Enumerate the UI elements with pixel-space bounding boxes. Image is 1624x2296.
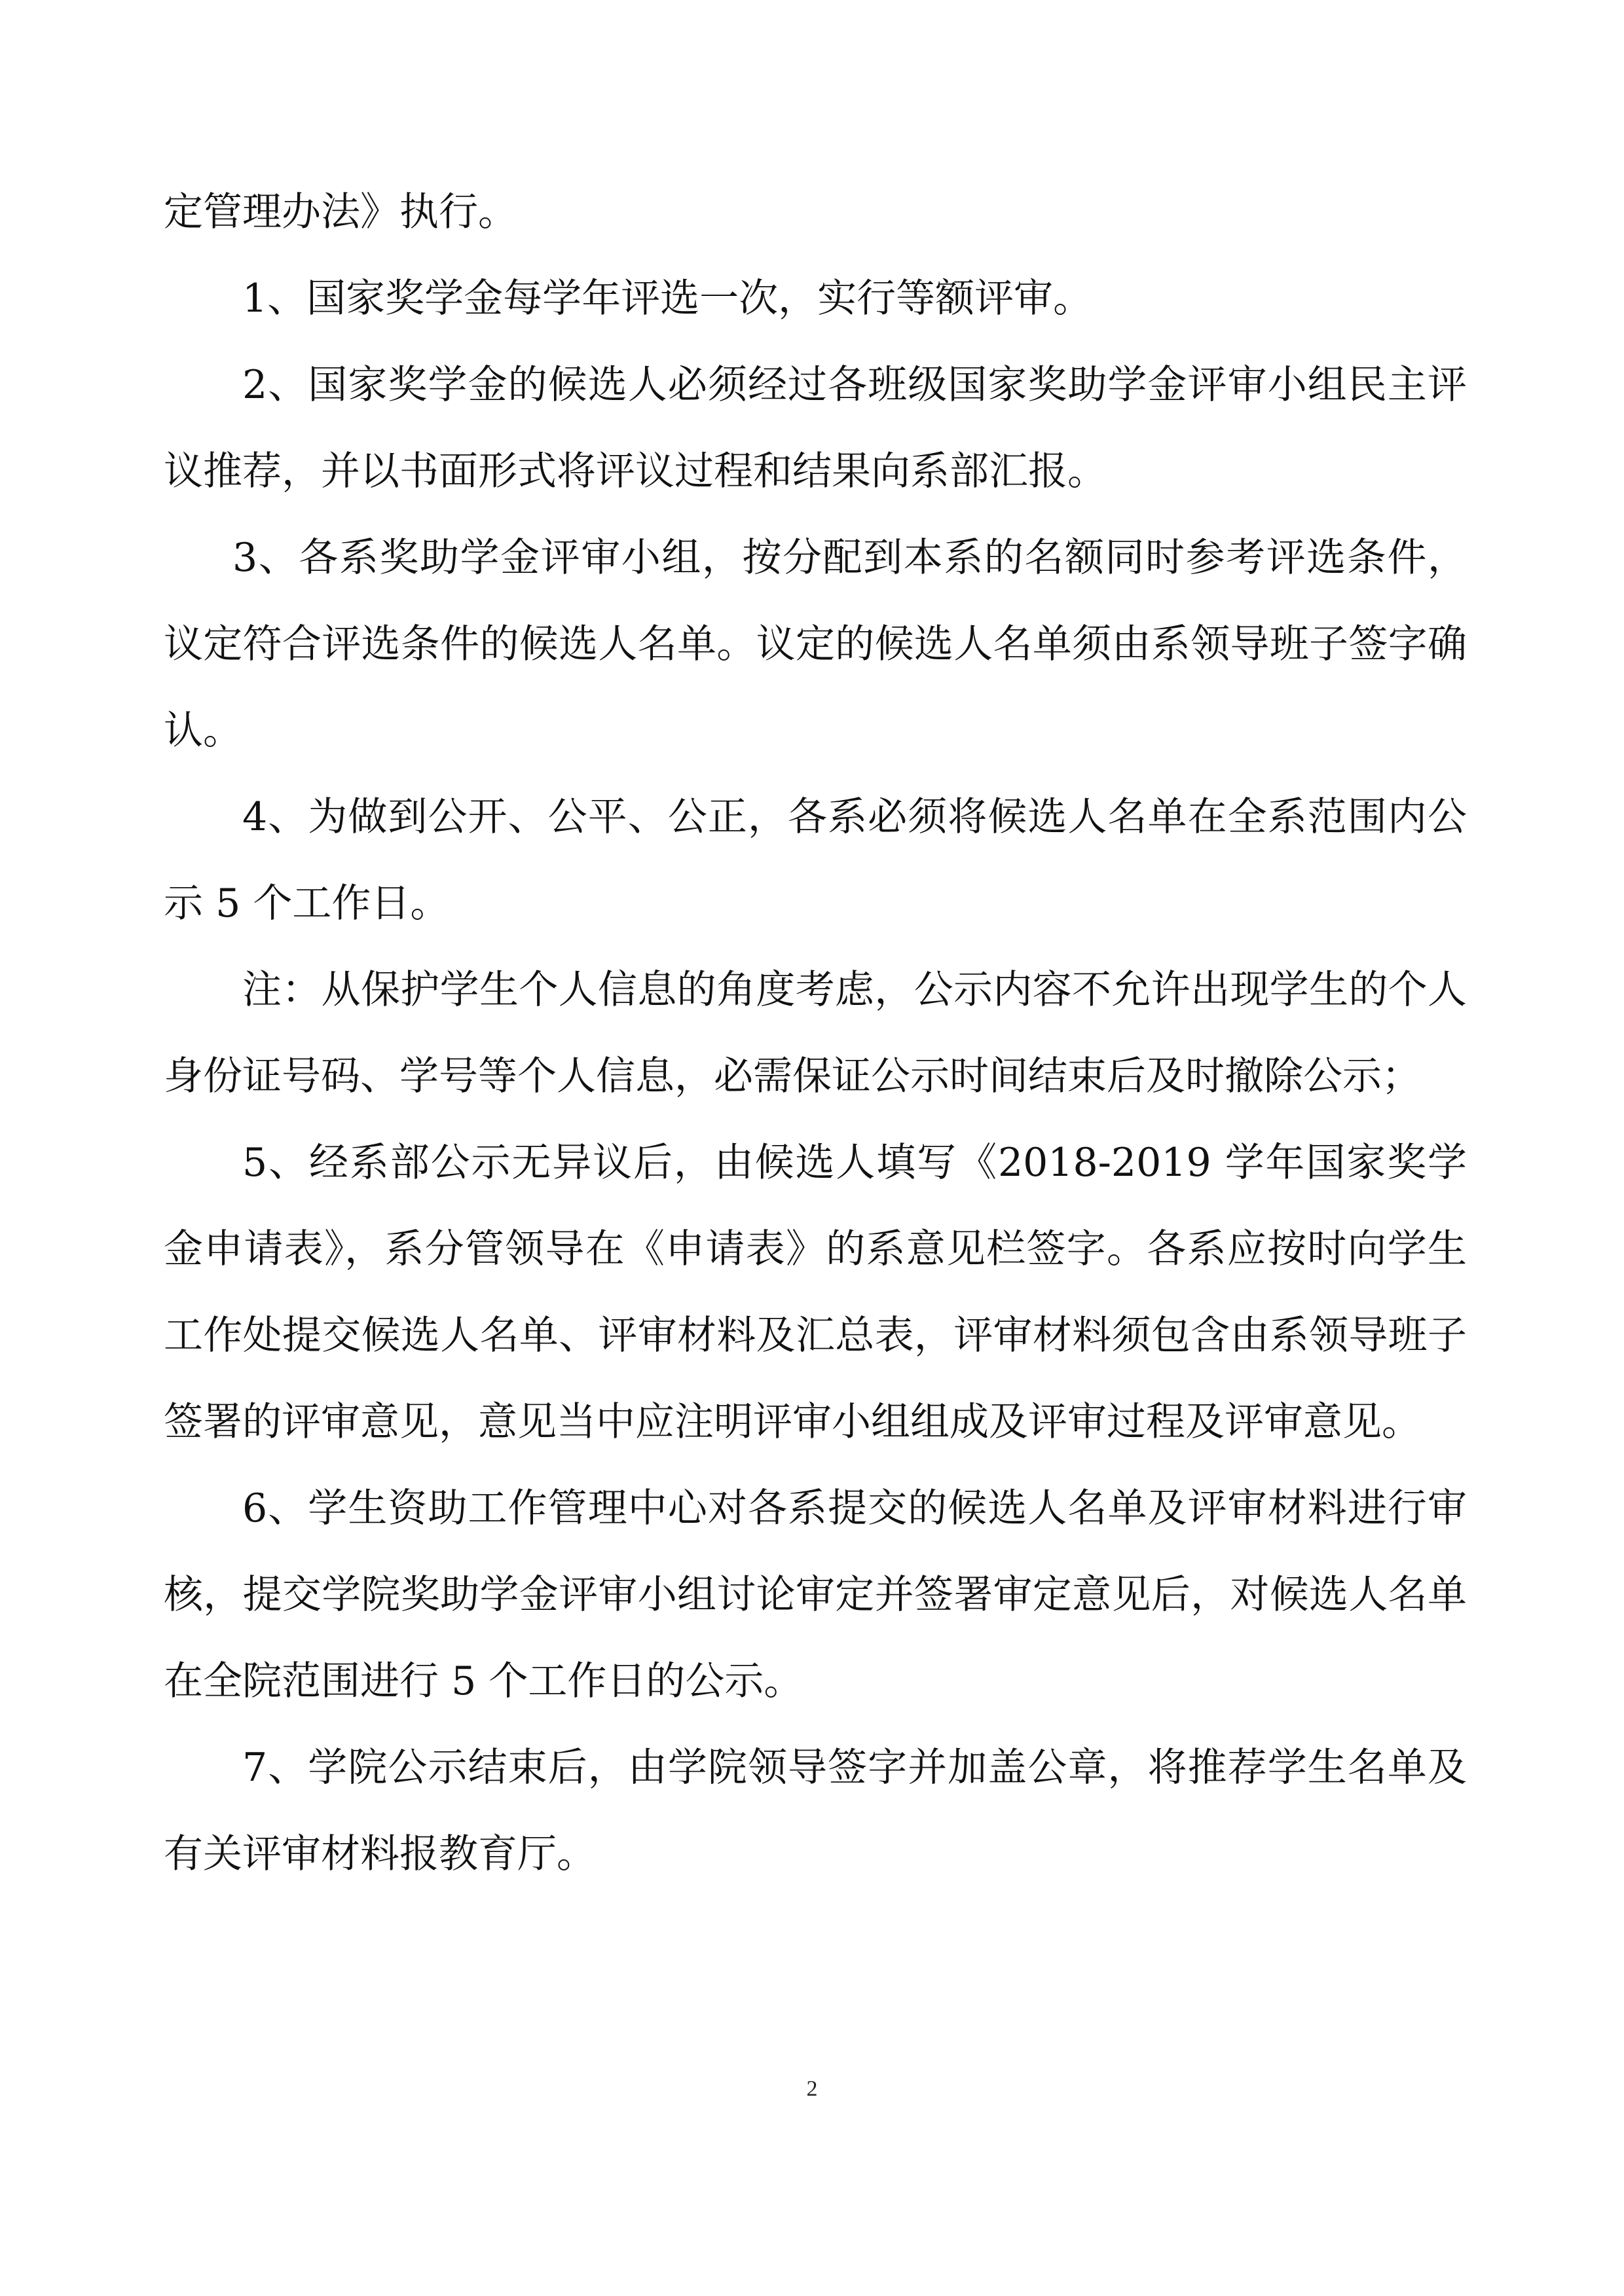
paragraph-item-5: 5、经系部公示无异议后，由候选人填写《2018-2019 学年国家奖学金申请表》，系分管领导在《申请表》的系意见栏签字。各系应按时向学生工作处提交候选人名单、评审材料及汇总表，评审材料须包含由系领导班子签署的评审意见，意见当中应注明评审小组组成及评审过程及评审意见。 <box>164 1140 1467 1445</box>
paragraph-item-1: 1、国家奖学金每学年评选一次，实行等额评审。 <box>242 276 1093 321</box>
paragraph-item-2: 2、国家奖学金的候选人必须经过各班级国家奖助学金评审小组民主评议推荐，并以书面形式将评议过程和结果向系部汇报。 <box>164 362 1467 494</box>
paragraph-note: 注：从保护学生个人信息的角度考虑，公示内容不允许出现学生的个人身份证号码、学号等个人信息，必需保证公示时间结束后及时撤除公示； <box>164 967 1467 1099</box>
document-body <box>164 169 1467 1897</box>
page-number: 2 <box>806 2077 818 2101</box>
paragraph-item-3: 3、各系奖助学金评审小组，按分配到本系的名额同时参考评选条件，议定符合评选条件的候选人名单。议定的候选人名单须由系领导班子签字确认。 <box>164 535 1467 754</box>
paragraph-item-6: 6、学生资助工作管理中心对各系提交的候选人名单及评审材料进行审核，提交学院奖助学金评审小组讨论审定并签署审定意见后，对候选人名单在全院范围进行 5 个工作日的公示。 <box>164 1485 1467 1704</box>
paragraph-continuation: 定管理办法》执行。 <box>164 189 517 235</box>
paragraph-item-7: 7、学院公示结束后，由学院领导签字并加盖公章，将推荐学生名单及有关评审材料报教育厅。 <box>164 1745 1467 1877</box>
paragraph-item-4: 4、为做到公开、公平、公正，各系必须将候选人名单在全系范围内公示 5 个工作日。 <box>164 794 1467 926</box>
